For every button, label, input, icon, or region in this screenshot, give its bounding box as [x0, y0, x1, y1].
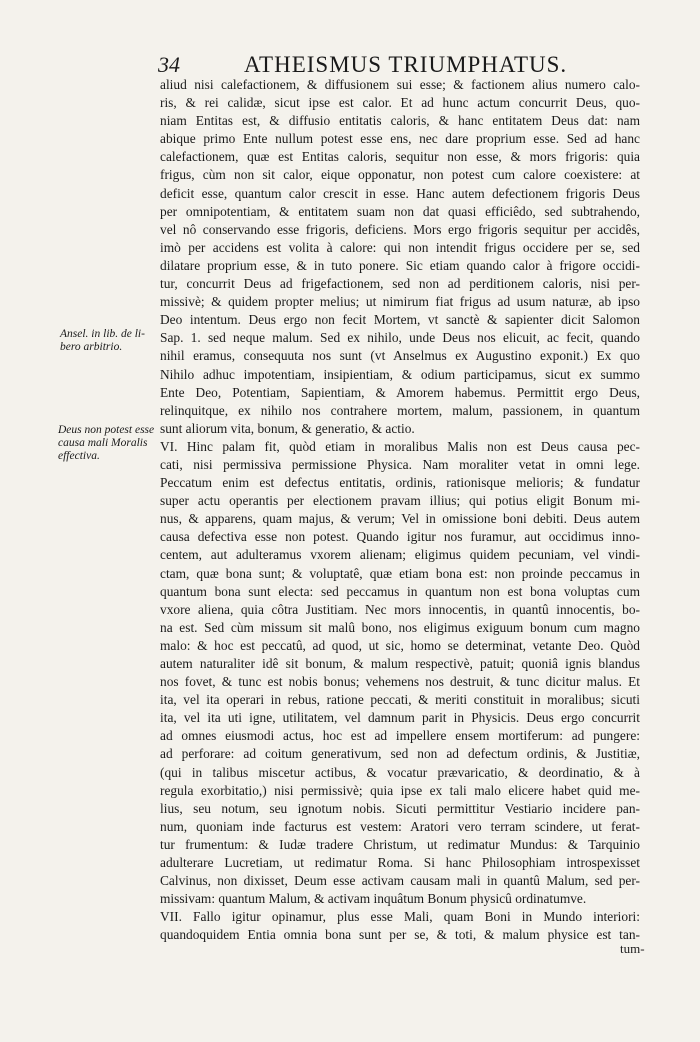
text-line: imò per accidens est volita à calore: qui non intendit frigus occidere per se, sed	[160, 239, 640, 255]
text-line: Ente Deo, Potentiam, Sapientiam, & Amorem habemus. Permittit ergo Deus,	[160, 384, 640, 400]
text-line: nihil eramus, consequuta nos sunt (vt Anselmus ex Augustino exponit.) Ex quo	[160, 348, 640, 364]
text-line: autem naturaliter idê sit bonum, & malum respectivè, patuit; quoniâ ignis blandus	[160, 656, 640, 671]
text-line: ris, & rei calidæ, sicut ipse est calor. Et ad hunc actum concurrit Deus, quo-	[160, 95, 640, 111]
text-line: (qui in talibus miscetur actibus, & vocatur prævaricatio, & deordinatio, & à	[160, 764, 640, 780]
margin-note-line: Deus non potest esse	[58, 424, 155, 436]
text-line: per omnipotentiam, & entitatem suam non dat quasi efficiêdo, sed subtrahendo,	[160, 203, 640, 219]
text-line: Peccatum enim est defectus entitatis, ordinis, rationisque melioris; & fundatur	[160, 475, 640, 491]
margin-note-line: effectiva.	[58, 450, 100, 462]
text-line: ita, vel ita uti igne, utilitatem, vel damnum parit in Physicis. Deus ergo concurrit	[160, 710, 640, 726]
text-line: missivè; & quidem propter melius; ut nimirum fiat frigus ad usum naturæ, ab ipso	[160, 294, 640, 310]
text-line: aliud nisi calefactionem, & diffusionem sui esse; & factionem alius numero calo-	[160, 77, 640, 92]
text-line: super actu operantis per electionem pravam illius; qui potius eligit Bonum mi-	[160, 493, 640, 509]
text-line: ad omnes eiusmodi actus, hoc est ad impellere ensem mortiferum: ad pungere:	[160, 728, 640, 744]
text-line: na est. Sed cùm missum sit malû bono, nos eligimus exiguum bonum cum magno	[160, 619, 640, 635]
text-line: deficit esse, quantum calor crescit in esse. Hanc autem defectionem frigoris Deus	[160, 185, 640, 201]
text-line: nos fovet, & tunc est nobis bonus; vehemens nos destruit, & tunc dicitur malus. Et	[160, 674, 640, 690]
text-line: ad perforare: ad coitum generativum, sed non ad defectum ordinis, & Justitiæ,	[160, 746, 640, 762]
text-line: adulterare Lucretiam, ut redimatur Roma. Si hanc Philosophiam introspexisset	[160, 855, 640, 871]
text-line: Calvinus, non dixisset, Deum esse activam causam mali in quantû Malum, sed per-	[160, 873, 640, 889]
text-line: causa defectiva esse non potest. Quando igitur nos furamur, aut occidimus inno-	[160, 529, 640, 545]
page-number: 34	[158, 52, 180, 77]
text-line: niam Entitas est, & diffusio entitatis caloris, & hanc entitatem Deus dat: nam	[160, 113, 640, 129]
text-line: num, quoniam inde facturus est vestem: Aratori vero terram scindere, ut ferat-	[160, 818, 640, 834]
text-line: regula exorbitatio,) nisi permissivè; quia ipse ex tali malo elicere habet quid me-	[160, 782, 640, 798]
text-line: abique primo Ente nullum potest esse ens, nec dare proprium esse. Sed ad hanc	[160, 131, 640, 147]
text-line: vxore aliena, quia côtra Justitiam. Nec mors innocentis, in quantû innocentis, bo-	[160, 601, 640, 617]
margin-note-line: Ansel. in lib. de li-	[60, 328, 145, 340]
text-line: Deo intentum. Deus ergo non fecit Mortem, vt sanctè & sapienter dicit Salomon	[160, 312, 640, 328]
text-line: centem, aut adulteramus vxorem alienam; eligimus quidem pecuniam, vel vindi-	[160, 547, 640, 563]
text-line: ita, vel ita operari in rebus, ratione peccati, & meriti constituit in moralibus; sicuti	[160, 692, 640, 708]
margin-note-deus	[58, 424, 158, 463]
text-line: malo: & hoc est peccatû, ad quod, ut sic, homo se determinat, vetante Deo. Quòd	[160, 637, 640, 653]
body-text	[160, 76, 640, 945]
text-line: sunt aliorum vita, bonum, & generatio, & actio.	[160, 420, 415, 436]
catchword: tum-	[620, 941, 645, 956]
page-header	[158, 52, 598, 78]
text-line: dilatare proprium esse, & in tuto ponere. Sic etiam quando calor à frigore occidi-	[160, 257, 640, 273]
text-line: nus, & apparens, quam majus, & verum; Vel in omissione boni debiti. Deus autem	[160, 511, 640, 527]
text-line: quandoquidem Entia omnia bona sunt per se, & toti, & malum physice est tan-	[160, 927, 640, 943]
text-line: cati, nisi permissiva permissione Physica. Nam moraliter vetat in omni lege.	[160, 456, 640, 472]
text-line: lius, seu notum, seu ignotum nobis. Sicuti permittitur Vestiario incidere pan-	[160, 800, 640, 816]
text-line: quantum bona sunt electa: sed peccamus in quantum non est bona voluptas cum	[160, 583, 640, 599]
running-title: ATHEISMUS TRIUMPHATUS.	[244, 52, 568, 77]
text-line: VII. Fallo igitur opinamur, plus esse Mali, quam Boni in Mundo interiori:	[160, 909, 640, 925]
text-line: relinquitque, ex nihilo nos contrahere mortem, malum, passionem, in quantum	[160, 402, 640, 418]
text-line: ctam, quæ bona sunt; & voluptatê, quæ etiam bona est: non proinde peccamus in	[160, 565, 640, 581]
text-line: tur, concurrit Deus ad frigefactionem, sed non ad perditionem caloris, nisi per-	[160, 276, 640, 292]
text-line: vel nô conservando esse frigoris, deficiens. Mors ergo frigoris sequitur per accidês,	[160, 221, 640, 237]
text-line: Nihilo adhuc impotentiam, insipientiam, & odium participamus, sicut ex summo	[160, 366, 640, 382]
margin-note-line: bero arbitrio.	[60, 341, 123, 353]
text-line: VI. Hinc palam fit, quòd etiam in moralibus Malis non est Deus causa pec-	[160, 438, 640, 454]
text-line: missivam: quantum Malum, & activam inquâtum Bonum physicû ordinatumve.	[160, 891, 587, 907]
text-line: frigus, cùm non sit calor, eique opponatur, non potest cum calore coexistere: at	[160, 167, 640, 183]
text-line: tur frumentum: & Iudæ tradere Christum, ut redimatur Mundus: & Tarquinio	[160, 836, 640, 852]
margin-note-line: causa mali Moralis	[58, 437, 148, 449]
text-line: calefactionem, quæ est Entitas caloris, sequitur non esse, & mors frigoris: quia	[160, 149, 640, 165]
margin-note-anselm	[60, 328, 160, 354]
text-line: Sap. 1. sed neque malum. Sed ex nihilo, unde Deus nos elicuit, ac fecit, quando	[160, 330, 640, 346]
